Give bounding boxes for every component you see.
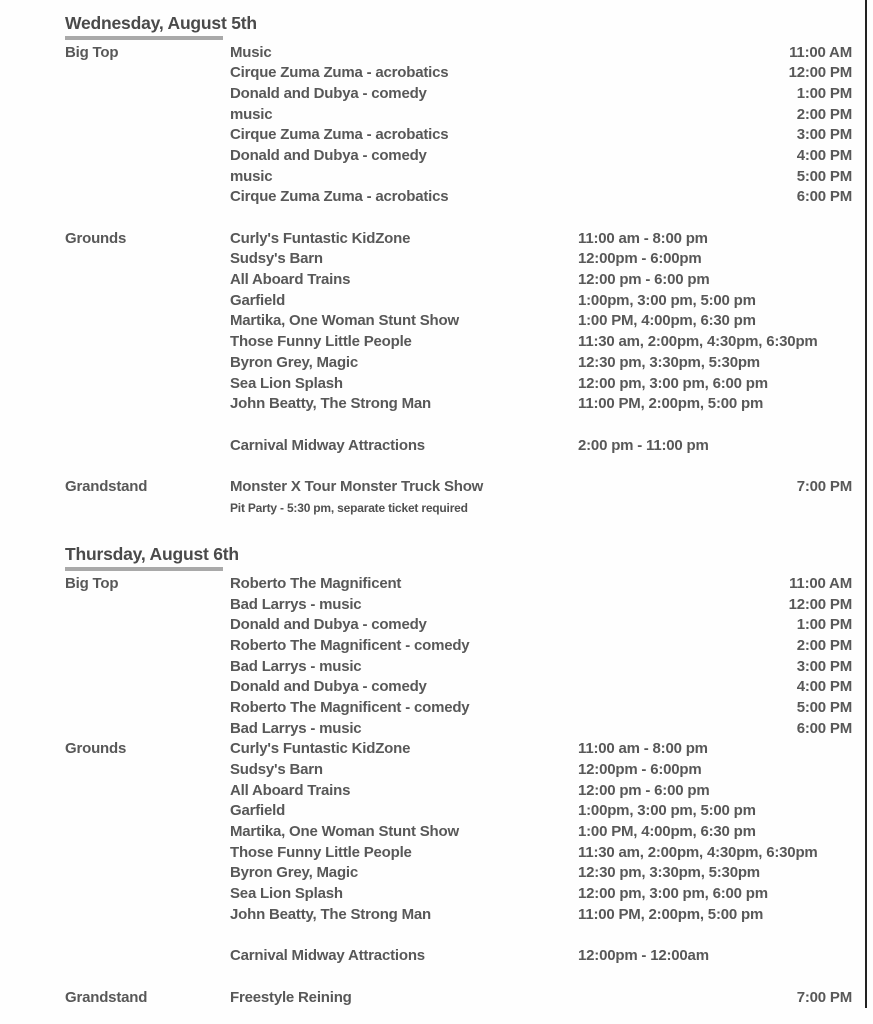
event-time: 12:00pm - 6:00pm xyxy=(578,250,702,268)
spacer-row xyxy=(65,926,852,947)
schedule-row xyxy=(65,229,852,250)
schedule-row xyxy=(65,436,852,457)
event-time: 1:00pm, 3:00 pm, 5:00 pm xyxy=(578,802,756,820)
event-name: All Aboard Trains xyxy=(230,781,351,799)
event-time: 5:00 PM xyxy=(796,167,852,185)
event-name: Bad Larrys - music xyxy=(230,595,362,613)
schedule-row xyxy=(65,63,852,84)
event-name: Donald and Dubya - comedy xyxy=(230,678,427,696)
event-name: All Aboard Trains xyxy=(230,271,351,289)
event-name: John Beatty, The Strong Man xyxy=(230,395,431,413)
event-name: Those Funny Little People xyxy=(230,333,412,351)
event-time: 6:00 PM xyxy=(796,719,852,737)
schedule-row xyxy=(65,187,852,208)
schedule-row xyxy=(65,84,852,105)
schedule-row xyxy=(65,905,852,926)
schedule-row xyxy=(65,884,852,905)
event-time: 3:00 PM xyxy=(796,657,852,675)
event-name: Freestyle Reining xyxy=(230,988,352,1006)
day-section xyxy=(65,13,852,518)
event-time: 11:00 PM, 2:00pm, 5:00 pm xyxy=(578,395,764,413)
schedule-row xyxy=(65,739,852,760)
event-name: Cirque Zuma Zuma - acrobatics xyxy=(230,64,449,82)
schedule-row xyxy=(65,760,852,781)
event-name: Carnival Midway Attractions xyxy=(230,947,425,965)
schedule-row xyxy=(65,822,852,843)
event-name: music xyxy=(230,167,273,185)
venue-section xyxy=(65,43,852,209)
event-time: 2:00 pm - 11:00 pm xyxy=(578,436,709,454)
schedule-row xyxy=(65,719,852,740)
schedule-row xyxy=(65,988,852,1009)
event-time: 12:00pm - 12:00am xyxy=(578,947,709,965)
event-time: 1:00 PM xyxy=(796,84,852,102)
schedule-row xyxy=(65,863,852,884)
schedule-row xyxy=(65,125,852,146)
venue-label: Big Top xyxy=(65,43,119,61)
venue-label: Grandstand xyxy=(65,477,148,495)
event-time: 3:00 PM xyxy=(796,126,852,144)
event-name: Bad Larrys - music xyxy=(230,657,362,675)
event-time: 7:00 PM xyxy=(796,477,852,495)
schedule-row xyxy=(65,311,852,332)
event-time: 12:30 pm, 3:30pm, 5:30pm xyxy=(578,864,760,882)
schedule-content xyxy=(65,13,852,1008)
event-time: 11:00 PM, 2:00pm, 5:00 pm xyxy=(578,905,764,923)
schedule-row xyxy=(65,167,852,188)
schedule-row xyxy=(65,946,852,967)
day-header: Wednesday, August 5th xyxy=(65,13,257,33)
event-time: 2:00 PM xyxy=(796,636,852,654)
event-name: Garfield xyxy=(230,802,286,820)
schedule-row xyxy=(65,291,852,312)
event-time: 7:00 PM xyxy=(796,988,852,1006)
schedule-row xyxy=(65,657,852,678)
event-name: Sea Lion Splash xyxy=(230,374,343,392)
event-name: Byron Grey, Magic xyxy=(230,864,359,882)
schedule-row xyxy=(65,332,852,353)
event-time: 1:00 PM, 4:00pm, 6:30 pm xyxy=(578,823,756,841)
schedule-row xyxy=(65,781,852,802)
event-time: 4:00 PM xyxy=(796,146,852,164)
event-name: Cirque Zuma Zuma - acrobatics xyxy=(230,126,449,144)
event-time: 11:00 AM xyxy=(789,43,852,61)
event-name: Byron Grey, Magic xyxy=(230,353,359,371)
event-name: Sea Lion Splash xyxy=(230,885,343,903)
schedule-row xyxy=(65,146,852,167)
event-name: Martika, One Woman Stunt Show xyxy=(230,312,459,330)
schedule-row xyxy=(65,595,852,616)
event-time: 12:30 pm, 3:30pm, 5:30pm xyxy=(578,353,760,371)
event-name: Those Funny Little People xyxy=(230,843,412,861)
event-name: Bad Larrys - music xyxy=(230,719,362,737)
event-time: 12:00pm - 6:00pm xyxy=(578,761,702,778)
event-time: 6:00 PM xyxy=(796,188,852,206)
schedule-row xyxy=(65,43,852,64)
venue-section xyxy=(65,739,852,967)
schedule-row xyxy=(65,574,852,595)
venue-label: Big Top xyxy=(65,574,119,592)
event-time: 2:00 PM xyxy=(796,105,852,123)
event-name: Roberto The Magnificent - comedy xyxy=(230,636,470,654)
venue-section xyxy=(65,988,852,1009)
event-name: Monster X Tour Monster Truck Show xyxy=(230,477,484,495)
day-header: Thursday, August 6th xyxy=(65,544,239,565)
event-time: 1:00 PM xyxy=(796,616,852,634)
event-name: Music xyxy=(230,43,272,61)
schedule-row xyxy=(65,270,852,291)
spacer-row xyxy=(65,415,852,436)
event-time: 5:00 PM xyxy=(796,698,852,716)
event-name: Sudsy's Barn xyxy=(230,250,323,268)
event-time: 12:00 PM xyxy=(788,595,852,613)
event-note: Pit Party - 5:30 pm, separate ticket required xyxy=(230,500,468,515)
event-time: 12:00 pm, 3:00 pm, 6:00 pm xyxy=(578,885,768,903)
event-time: 1:00 PM, 4:00pm, 6:30 pm xyxy=(578,312,756,330)
event-name: Donald and Dubya - comedy xyxy=(230,616,427,634)
venue-label: Grounds xyxy=(65,229,127,247)
event-name: Carnival Midway Attractions xyxy=(230,436,425,454)
event-time: 12:00 pm - 6:00 pm xyxy=(578,781,710,799)
schedule-row xyxy=(65,477,852,498)
schedule-row xyxy=(65,636,852,657)
event-name: Curly's Funtastic KidZone xyxy=(230,740,411,758)
day-header-underline xyxy=(65,567,223,571)
venue-label: Grounds xyxy=(65,740,127,758)
schedule-row xyxy=(65,249,852,270)
event-time: 11:00 AM xyxy=(789,574,852,592)
day-section xyxy=(65,544,852,1008)
venue-section xyxy=(65,477,852,518)
event-name: Martika, One Woman Stunt Show xyxy=(230,823,459,841)
page-right-border xyxy=(865,0,867,1008)
event-name: Donald and Dubya - comedy xyxy=(230,84,427,102)
venue-section xyxy=(65,574,852,740)
event-time: 11:00 am - 8:00 pm xyxy=(578,229,708,247)
event-name: Roberto The Magnificent xyxy=(230,574,402,592)
schedule-row xyxy=(65,843,852,864)
venue-label: Grandstand xyxy=(65,988,148,1006)
schedule-row xyxy=(65,801,852,822)
event-time: 12:00 PM xyxy=(788,64,852,82)
event-name: Roberto The Magnificent - comedy xyxy=(230,698,470,716)
schedule-row xyxy=(65,105,852,126)
event-name: Curly's Funtastic KidZone xyxy=(230,229,411,247)
venue-section xyxy=(65,229,852,457)
schedule-row xyxy=(65,353,852,374)
schedule-row xyxy=(65,698,852,719)
event-name: Cirque Zuma Zuma - acrobatics xyxy=(230,188,449,206)
day-header-underline xyxy=(65,36,223,40)
event-time: 11:30 am, 2:00pm, 4:30pm, 6:30pm xyxy=(578,843,818,861)
event-name: Garfield xyxy=(230,291,286,309)
schedule-row xyxy=(65,677,852,698)
event-name: Donald and Dubya - comedy xyxy=(230,146,427,164)
event-name: Sudsy's Barn xyxy=(230,761,323,778)
schedule-row xyxy=(65,615,852,636)
event-time: 12:00 pm, 3:00 pm, 6:00 pm xyxy=(578,374,768,392)
schedule-row xyxy=(65,374,852,395)
event-time: 1:00pm, 3:00 pm, 5:00 pm xyxy=(578,291,756,309)
event-time: 11:30 am, 2:00pm, 4:30pm, 6:30pm xyxy=(578,333,818,351)
event-time: 12:00 pm - 6:00 pm xyxy=(578,271,710,289)
schedule-row xyxy=(65,394,852,415)
schedule-row xyxy=(65,498,852,519)
event-time: 11:00 am - 8:00 pm xyxy=(578,740,708,758)
event-name: John Beatty, The Strong Man xyxy=(230,905,431,923)
event-name: music xyxy=(230,105,273,123)
event-time: 4:00 PM xyxy=(796,678,852,696)
